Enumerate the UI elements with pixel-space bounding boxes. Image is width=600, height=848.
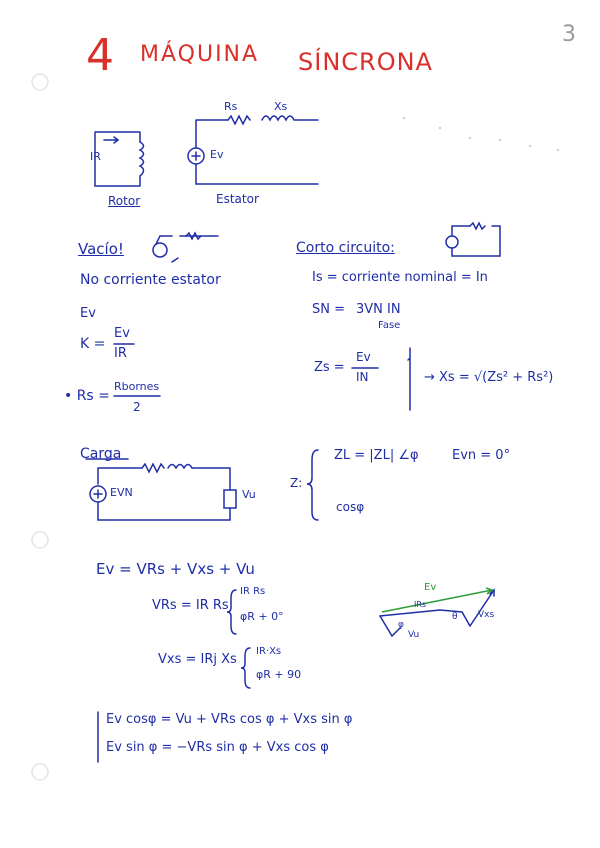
phasor-label-vxs: Vxs	[478, 610, 495, 620]
carga-evn: EVN	[110, 486, 133, 499]
vacio-circuit	[156, 236, 218, 262]
rotor-current-arrow	[104, 137, 118, 143]
eq-vrs-b1: IR Rs	[240, 586, 266, 597]
eq-system-2: Ev sin φ = −VRs sin φ + Vxs cos φ	[106, 740, 329, 755]
title-word-maquina: MÁQUINA	[140, 42, 260, 67]
carga-zl: ZL = |ZL| ∠φ	[334, 448, 419, 463]
vacio-line1: No corriente estator	[80, 272, 221, 288]
vacio-rs-den: 2	[133, 400, 141, 414]
label-rotor: Rotor	[108, 194, 141, 208]
corto-line1: Is = corriente nominal = In	[312, 270, 488, 285]
stator-inductor	[262, 116, 294, 120]
corto-zs-num: Ev	[356, 350, 371, 364]
eq-vxs-lhs: Vxs = IRj Xs	[158, 652, 237, 667]
corto-zs-den: IN	[356, 370, 369, 384]
carga-heading: Carga	[80, 446, 122, 462]
phasor-label-vu: Vu	[408, 630, 420, 640]
rotor-coil	[140, 142, 144, 176]
binder-hole-bottom	[32, 764, 48, 780]
circuit-label-xs: Xs	[274, 100, 288, 113]
corto-heading: Corto circuito:	[296, 240, 395, 256]
stator-resistor	[228, 116, 250, 124]
eq-vxs-b2: φR + 90	[256, 668, 302, 681]
carga-cosphi: cosφ	[336, 500, 365, 514]
carga-z-label: Z:	[290, 476, 303, 490]
vacio-rs-lhs: • Rs =	[64, 388, 110, 404]
vacio-k-lhs: K =	[80, 336, 106, 352]
corto-line2-lhs: SN =	[312, 302, 346, 317]
phasor-vxs	[470, 590, 494, 626]
carga-vu: Vu	[242, 488, 256, 501]
vacio-k-den: IR	[114, 346, 127, 361]
vacio-rs-num: Rbornes	[114, 380, 160, 393]
vacio-line2: Ev	[80, 306, 96, 321]
carga-evn-eq: Evn = 0°	[452, 448, 511, 463]
eq-system-1: Ev cosφ = Vu + VRs cos φ + Vxs sin φ	[106, 712, 353, 727]
circuit-label-rs: Rs	[224, 100, 238, 113]
phasor-label-phi: φ	[398, 620, 404, 630]
phasor-label-rs: IRs	[414, 600, 427, 609]
phasor-ev	[382, 590, 492, 612]
title-word-sincrona: SÍNCRONA	[298, 48, 433, 76]
title-number: 4	[86, 30, 114, 81]
phasor-label-theta: θ	[452, 612, 458, 622]
label-estator: Estator	[216, 192, 259, 206]
corto-xs-eq: → Xs = √(Zs² + Rs²)	[424, 370, 554, 385]
circuit-label-ir: IR	[90, 150, 101, 163]
eq-vxs-b1: IR·Xs	[256, 646, 282, 657]
eq-ev-sum: Ev = VRs + Vxs + Vu	[96, 560, 255, 578]
circuit-label-ev: Ev	[210, 148, 224, 161]
binder-hole-middle	[32, 532, 48, 548]
vacio-k-num: Ev	[114, 326, 130, 341]
eq-vrs-b2: φR + 0°	[240, 610, 284, 623]
corto-line2-sub: Fase	[378, 320, 401, 331]
page-number: 3	[562, 22, 576, 47]
vacio-heading: Vacío!	[78, 240, 124, 258]
binder-hole-top	[32, 74, 48, 90]
phasor-label-ev: Ev	[424, 582, 437, 593]
eq-vrs-lhs: VRs = IR Rs	[152, 598, 229, 613]
corto-line2-rhs: 3VN IN	[356, 302, 401, 317]
corto-zs-lhs: Zs =	[314, 360, 345, 375]
